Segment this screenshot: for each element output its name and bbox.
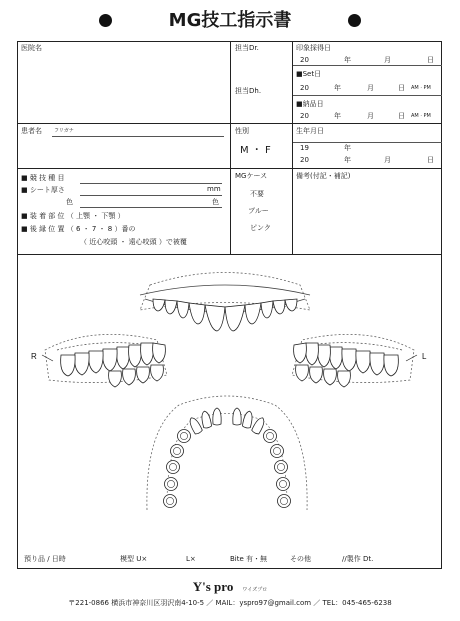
case-option-none[interactable]: 不要 bbox=[250, 190, 264, 198]
set-year: 年 bbox=[334, 84, 341, 92]
model-upper: 模型 U× bbox=[120, 555, 148, 563]
birth-prefix-20: 20 bbox=[300, 156, 309, 164]
clinic-label: 医院名 bbox=[21, 44, 42, 52]
delivery-label: ■納品日 bbox=[296, 100, 324, 108]
diagram-right-label: R bbox=[31, 352, 37, 361]
delivery-ampm: AM · PM bbox=[411, 113, 431, 119]
impression-day: 日 bbox=[427, 56, 434, 64]
birth-year-20: 年 bbox=[344, 156, 351, 164]
sheet-rule bbox=[80, 195, 222, 196]
dh-label: 担当Dh. bbox=[235, 87, 262, 95]
impression-month: 月 bbox=[384, 56, 391, 64]
gender-label: 性別 bbox=[235, 127, 249, 135]
delivery-day: 日 bbox=[398, 112, 405, 120]
spec-color-unit: 色 bbox=[212, 198, 219, 206]
occlusal-arch bbox=[147, 396, 307, 510]
set-month: 月 bbox=[367, 84, 374, 92]
due-date-label: //製作 Dt. bbox=[342, 555, 374, 563]
impression-label: 印象採得日 bbox=[296, 44, 331, 52]
set-year-prefix: 20 bbox=[300, 84, 309, 92]
left-side-arch bbox=[292, 334, 417, 387]
brand-logo bbox=[0, 576, 460, 595]
right-side-arch bbox=[42, 334, 167, 387]
spec-sheet: ■ シート厚さ bbox=[21, 186, 65, 194]
bite-option: Bite 有・無 bbox=[230, 555, 268, 563]
sheet-mm: mm bbox=[207, 185, 221, 193]
color-rule bbox=[80, 207, 222, 208]
rule-setday bbox=[292, 95, 442, 96]
title-dot-left bbox=[99, 14, 112, 27]
birth-label: 生年月日 bbox=[296, 127, 324, 135]
vrule-a bbox=[230, 41, 231, 254]
set-ampm: AM · PM bbox=[411, 85, 431, 91]
notes-label: 備考(付記・補記) bbox=[296, 172, 351, 180]
title-dot-right bbox=[348, 14, 361, 27]
case-label: MGケース bbox=[235, 172, 268, 180]
diagram-left-label: L bbox=[422, 352, 427, 361]
receive-label: 預り品 / 日時 bbox=[24, 555, 66, 563]
rule-birth bbox=[292, 142, 442, 143]
spec-color-label: 色 bbox=[66, 198, 73, 206]
case-option-blue[interactable]: ブルー bbox=[248, 207, 269, 215]
gender-value[interactable]: M ・ F bbox=[240, 145, 271, 156]
birth-month: 月 bbox=[384, 156, 391, 164]
footer-contact: 〒221-0866 横浜市神奈川区羽沢南4-10-5 ／ MAIL：yspro97@gmail.com ／ TEL：045-465-6238 bbox=[68, 599, 392, 607]
set-day: 日 bbox=[398, 84, 405, 92]
impression-year-prefix: 20 bbox=[300, 56, 309, 64]
brand-kana: ワイズプロ bbox=[242, 587, 268, 593]
spec-sport: ■ 競 技 種 目 bbox=[21, 174, 65, 182]
impression-year: 年 bbox=[344, 56, 351, 64]
dr-label: 担当Dr. bbox=[235, 44, 259, 52]
set-day-label: ■Set日 bbox=[296, 70, 322, 78]
vrule-b bbox=[292, 41, 293, 254]
spec-rear: ■ 後 縁 位 置 （ 6 ・ 7 ・ 8 ）番の bbox=[21, 225, 136, 233]
birth-day: 日 bbox=[427, 156, 434, 164]
delivery-year: 年 bbox=[334, 112, 341, 120]
upper-arch bbox=[140, 273, 310, 332]
spec-rear2: （ 近心咬頭 ・ 遠心咬頭 ）で被覆 bbox=[80, 238, 187, 246]
spec-position: ■ 装 着 部 位 （ 上顎 ・ 下顎 ） bbox=[21, 212, 125, 220]
brand-name: Y's pro bbox=[192, 579, 234, 594]
furigana-label: フリガナ bbox=[54, 128, 74, 134]
case-option-pink[interactable]: ピンク bbox=[250, 224, 271, 232]
furigana-rule bbox=[52, 136, 224, 137]
delivery-year-prefix: 20 bbox=[300, 112, 309, 120]
document-title: MG技工指示書 bbox=[168, 10, 292, 31]
birth-prefix-19: 19 bbox=[300, 144, 309, 152]
sport-rule bbox=[80, 183, 222, 184]
dental-diagram bbox=[17, 255, 442, 545]
rule-impression bbox=[292, 65, 442, 66]
delivery-month: 月 bbox=[367, 112, 374, 120]
patient-label: 患者名 bbox=[21, 127, 42, 135]
other-label: その他 bbox=[290, 555, 311, 563]
birth-year-19: 年 bbox=[344, 144, 351, 152]
model-lower: L× bbox=[186, 555, 196, 563]
